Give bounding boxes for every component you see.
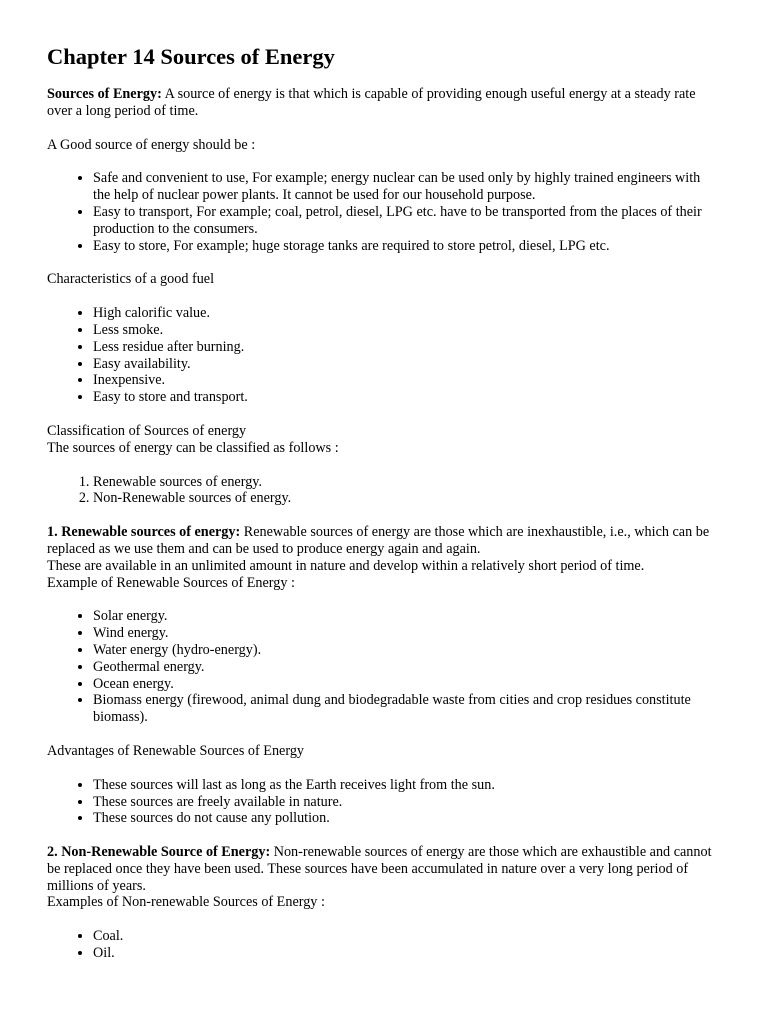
list-item: • These sources will last as long as the Earth receives light from the sun.: [93, 777, 718, 794]
page-title: Chapter 14 Sources of Energy: [47, 44, 335, 69]
classification-heading: Classification of Sources of energy: [47, 422, 247, 439]
renewable-examples-heading: Example of Renewable Sources of Energy :: [47, 574, 295, 591]
list-item: • High calorific value.: [93, 305, 718, 322]
list-item: 1. Renewable sources of energy.: [93, 474, 718, 491]
intro-text: A source of energy is that which is capable of providing enough useful energy at a steady rate over a long period of time.: [47, 86, 696, 119]
list-item: • These sources do not cause any pollution.: [93, 810, 718, 827]
list-item: • Biomass energy (firewood, animal dung and biodegradable waste from cities and crop residues constitute biomass).: [93, 692, 718, 726]
nonrenewable-text: Non-renewable sources of energy are those which are exhaustible and cannot be replaced once they have been used. These sources have been accumulated in nature over a very long period of millions of years.: [47, 844, 712, 894]
list-item: • Inexpensive.: [93, 372, 718, 389]
renewable-line2: These are available in an unlimited amount in nature and develop within a relatively short period of time.: [47, 557, 645, 574]
list-item: • Geothermal energy.: [93, 659, 718, 676]
classification-list: [47, 474, 718, 508]
nonrenewable-examples-heading: Examples of Non-renewable Sources of Energy :: [47, 894, 325, 911]
renewable-label: 1. Renewable sources of energy:: [47, 524, 241, 541]
list-item: • Easy to store and transport.: [93, 389, 718, 406]
list-item: • Wind energy.: [93, 625, 718, 642]
good-source-list: [47, 170, 718, 254]
good-source-heading: A Good source of energy should be :: [47, 136, 256, 153]
list-item: • Easy to transport, For example; coal, petrol, diesel, LPG etc. have to be transported from the places of their production to the consumers.: [93, 204, 718, 238]
list-item: • Easy availability.: [93, 356, 718, 373]
nonrenewable-label: 2. Non-Renewable Source of Energy:: [47, 844, 271, 861]
advantages-heading: Advantages of Renewable Sources of Energy: [47, 742, 305, 759]
list-item: • Less residue after burning.: [93, 339, 718, 356]
list-item: • Safe and convenient to use, For example; energy nuclear can be used only by highly trained engineers with the help of nuclear power plants. It cannot be used for our household purpose.: [93, 170, 718, 204]
intro-label: Sources of Energy:: [47, 86, 162, 102]
renewable-examples-list: [47, 608, 718, 726]
classification-subheading: The sources of energy can be classified as follows :: [47, 439, 339, 456]
list-item: • Oil.: [93, 945, 718, 962]
intro-paragraph: [47, 86, 718, 120]
list-item: • Water energy (hydro-energy).: [93, 642, 718, 659]
fuel-heading: Characteristics of a good fuel: [47, 271, 215, 288]
nonrenewable-paragraph: [47, 844, 718, 894]
advantages-list: [47, 777, 718, 827]
fuel-list: [47, 305, 718, 406]
list-item: • Coal.: [93, 928, 718, 945]
list-item: • These sources are freely available in nature.: [93, 794, 718, 811]
list-item: • Easy to store, For example; huge storage tanks are required to store petrol, diesel, LPG etc.: [93, 238, 718, 255]
renewable-text: Renewable sources of energy are those which are inexhaustible, i.e., which can be replaced as we use them and can be used to produce energy again and again.: [47, 524, 710, 557]
nonrenewable-examples-list: [47, 928, 718, 962]
list-item: 2. Non-Renewable sources of energy.: [93, 490, 718, 507]
renewable-paragraph: [47, 524, 718, 558]
list-item: • Ocean energy.: [93, 676, 718, 693]
list-item: • Solar energy.: [93, 608, 718, 625]
list-item: • Less smoke.: [93, 322, 718, 339]
